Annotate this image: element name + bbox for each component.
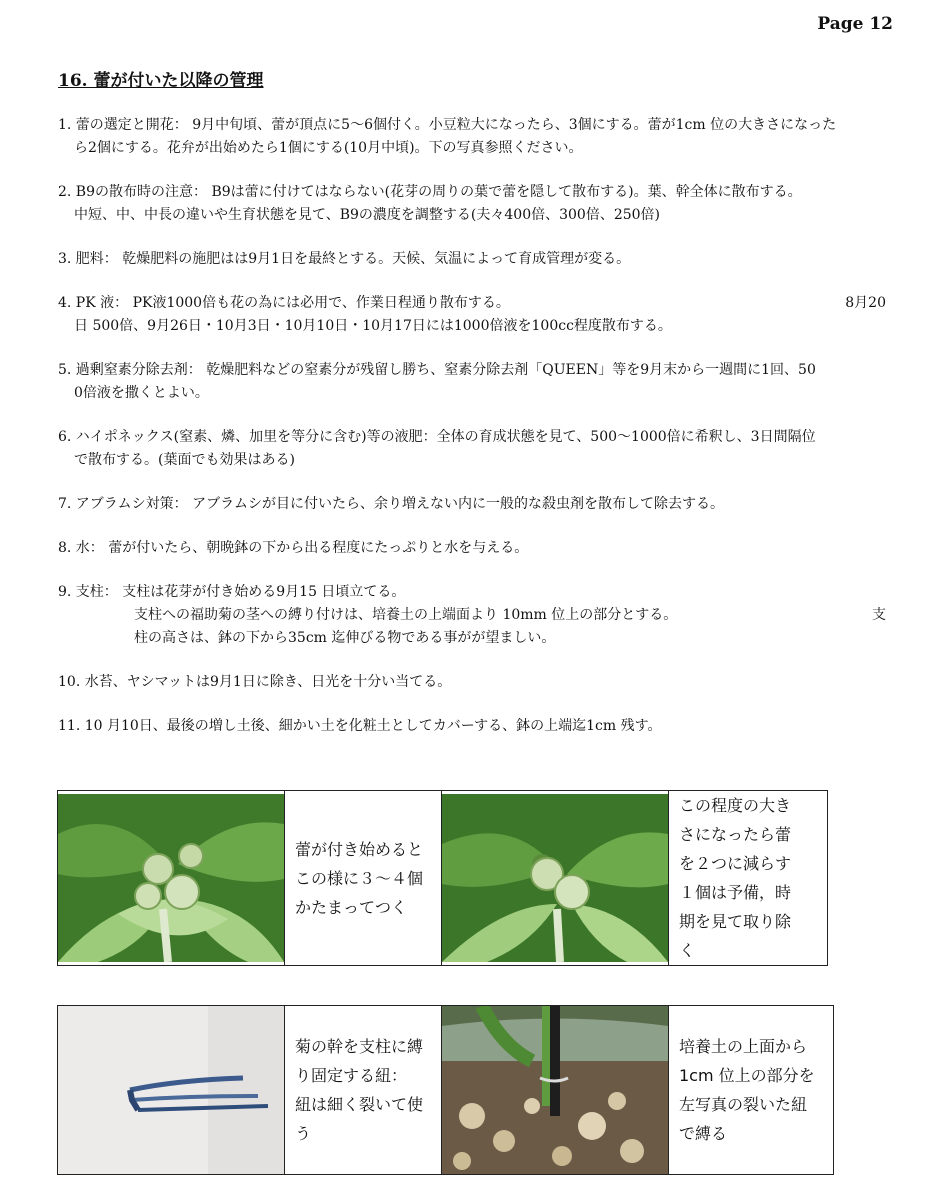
caption-cell bbox=[285, 791, 442, 966]
photo-cell bbox=[442, 791, 669, 966]
bud-cluster-photo bbox=[58, 794, 284, 962]
item-text-main: 4. PK 液： PK液1000倍も花の為には必用で、作業日程通り散布する。 bbox=[58, 295, 510, 311]
caption-cell bbox=[285, 1006, 442, 1175]
tied-stem-photo bbox=[442, 1006, 668, 1174]
photo-table-support bbox=[57, 1005, 834, 1175]
item-text: 11. 10 月10日、最後の増し土後、細かい土を化粧土としてカバーする、鉢の上端迄1cm 残す。 bbox=[58, 718, 662, 734]
photo-table-buds bbox=[57, 790, 828, 966]
item-continuation: で散布する。(葉面でも効果はある) bbox=[74, 452, 295, 468]
item-text: 10. 水苔、ヤシマットは9月1日に除き、日光を十分い当てる。 bbox=[58, 674, 452, 690]
item-subline-main: 支柱への福助菊の茎への縛り付けは、培養土の上端面より 10mm 位上の部分とする。 bbox=[134, 607, 678, 623]
item-text: 6. ハイポネックス(窒素、燐、加里を等分に含む)等の液肥：全体の育成状態を見て、500～1000倍に希釈し、3日間隔位 bbox=[58, 429, 816, 445]
list-item bbox=[58, 671, 898, 694]
item-continuation: 中短、中、中長の違いや生育状態を見て、B9の濃度を調整する(夫々400倍、300倍、250倍) bbox=[74, 207, 661, 223]
item-text: 3. 肥料： 乾燥肥料の施肥はは9月1日を最終とする。天候、気温によって育成管理が変る。 bbox=[58, 251, 631, 267]
list-item bbox=[58, 248, 898, 271]
reduced-buds-photo bbox=[442, 794, 668, 962]
tying-string-photo bbox=[58, 1006, 284, 1174]
photo-cell bbox=[58, 1006, 285, 1175]
list-item bbox=[58, 359, 898, 405]
item-text: 1. 蕾の選定と開花： 9月中旬頃、蕾が頂点に5～6個付く。小豆粒大になったら、3個にする。蕾が1cm 位の大きさになった bbox=[58, 117, 837, 133]
item-continuation: ら2個にする。花弁が出始めたら1個にする(10月中頃)。下の写真参照ください。 bbox=[74, 140, 583, 156]
item-text: 8. 水： 蕾が付いたら、朝晩鉢の下から出る程度にたっぷりと水を与える。 bbox=[58, 540, 529, 556]
list-item bbox=[58, 292, 898, 338]
item-text: 5. 過剰窒素分除去剤： 乾燥肥料などの窒素分が残留し勝ち、窒素分除去剤「QUEEN」等を9月末から一週間に1回、50 bbox=[58, 362, 816, 378]
photo-caption: 培養土の上面から 1cm 位上の部分を 左写真の裂いた紐 で縛る bbox=[679, 1037, 815, 1143]
list-item-support bbox=[58, 581, 898, 650]
photo-caption: 菊の幹を支柱に縛 り固定する紐： 紐は細く裂いて使 う bbox=[295, 1037, 424, 1143]
item-text: 2. B9の散布時の注意： B9は蕾に付けてはならない(花芽の周りの葉で蕾を隠して散布する)。葉、幹全体に散布する。 bbox=[58, 184, 802, 200]
item-subline: 柱の高さは、鉢の下から35cm 迄伸びる物である事がが望ましい。 bbox=[134, 630, 556, 646]
item-text: 9. 支柱： 支柱は花芽が付き始める9月15 日頃立てる。 bbox=[58, 584, 406, 600]
section-heading: 16. 蕾が付いた以降の管理 bbox=[58, 71, 264, 91]
caption-cell bbox=[669, 1006, 834, 1175]
item-text: 7. アブラムシ対策： アブラムシが目に付いたら、余り増えない内に一般的な殺虫剤を散布して除去する。 bbox=[58, 496, 724, 512]
photo-cell bbox=[442, 1006, 669, 1175]
list-item bbox=[58, 493, 898, 516]
list-item bbox=[58, 537, 898, 560]
item-continuation: 日 500倍、9月26日・10月3日・10月10日・10月17日には1000倍液を100cc程度散布する。 bbox=[74, 318, 672, 334]
list-item bbox=[58, 426, 898, 472]
management-list bbox=[58, 114, 898, 759]
photo-cell bbox=[58, 791, 285, 966]
item-subline-right: 支 bbox=[872, 607, 886, 623]
list-item bbox=[58, 114, 898, 160]
item-text bbox=[58, 292, 898, 315]
item-continuation: 0倍液を撒くとよい。 bbox=[74, 385, 209, 401]
list-item bbox=[58, 715, 898, 738]
item-text-right: 8月20 bbox=[845, 295, 886, 311]
photo-caption: この程度の大き さになったら蕾 を２つに減らす １個は予備，時 期を見て取り除 く bbox=[679, 796, 792, 960]
item-subline bbox=[58, 604, 898, 627]
list-item bbox=[58, 181, 898, 227]
photo-caption: 蕾が付き始めると この様に３～４個 かたまってつく bbox=[295, 839, 424, 917]
caption-cell bbox=[669, 791, 828, 966]
page-number: Page 12 bbox=[817, 14, 893, 34]
